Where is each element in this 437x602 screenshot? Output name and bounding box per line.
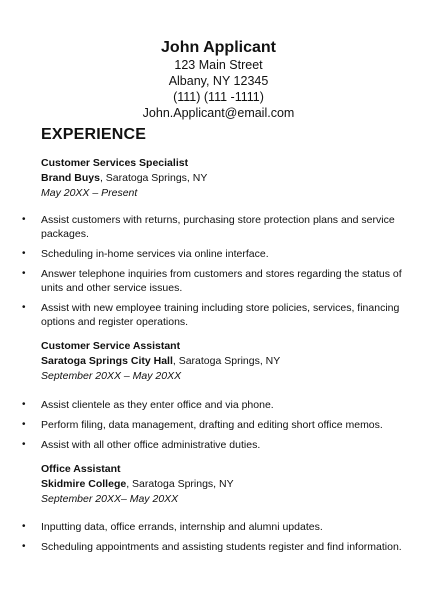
bullet-icon: • bbox=[22, 268, 26, 279]
job-dates: May 20XX – Present bbox=[41, 187, 138, 199]
job-duties-list bbox=[22, 398, 412, 458]
bullet-icon: • bbox=[22, 399, 26, 410]
list-item: • Assist with new employee training including store policies, services, financing options and register operations. bbox=[22, 302, 400, 328]
bullet-icon: • bbox=[22, 419, 26, 430]
job-employer-line bbox=[41, 477, 411, 492]
bullet-icon: • bbox=[22, 302, 26, 313]
phone-number: (111) (111 -1111) bbox=[173, 90, 264, 104]
street-address: 123 Main Street bbox=[174, 58, 263, 72]
job-duties-list bbox=[22, 213, 412, 335]
job-entry bbox=[41, 156, 411, 201]
job-employer-line bbox=[41, 354, 411, 369]
bullet-icon: • bbox=[22, 521, 26, 532]
list-item: • Scheduling appointments and assisting students register and find information. bbox=[22, 541, 402, 553]
employer-name: Saratoga Springs City Hall bbox=[41, 355, 173, 367]
list-item: • Answer telephone inquiries from customers and stores regarding the status of units and other service issues. bbox=[22, 268, 402, 294]
employer-name: Brand Buys bbox=[41, 172, 100, 184]
job-title: Office Assistant bbox=[41, 463, 121, 475]
job-employer-line bbox=[41, 171, 411, 186]
job-title: Customer Services Specialist bbox=[41, 157, 189, 169]
list-item: • Scheduling in-home services via online interface. bbox=[22, 248, 269, 260]
job-dates: September 20XX– May 20XX bbox=[41, 493, 179, 505]
resume-header bbox=[0, 38, 437, 121]
list-item: • Assist clientele as they enter office and via phone. bbox=[22, 399, 274, 411]
employer-location: , Saratoga Springs, NY bbox=[172, 355, 281, 367]
city-state-zip: Albany, NY 12345 bbox=[168, 74, 269, 88]
employer-location: , Saratoga Springs, NY bbox=[126, 478, 234, 490]
job-entry bbox=[41, 339, 411, 384]
bullet-icon: • bbox=[22, 439, 26, 450]
job-title: Customer Service Assistant bbox=[41, 340, 181, 352]
job-entry bbox=[41, 462, 411, 507]
job-dates: September 20XX – May 20XX bbox=[41, 370, 182, 382]
employer-name: Skidmire College bbox=[41, 478, 127, 490]
job-duties-list bbox=[22, 520, 412, 560]
list-item: • Perform filing, data management, drafting and editing short office memos. bbox=[22, 419, 383, 431]
employer-location: , Saratoga Springs, NY bbox=[99, 172, 208, 184]
list-item: • Assist customers with returns, purchasing store protection plans and service packages. bbox=[22, 214, 395, 240]
bullet-icon: • bbox=[22, 541, 26, 552]
email-address: John.Applicant@email.com bbox=[142, 106, 295, 120]
bullet-icon: • bbox=[22, 248, 26, 259]
applicant-name: John Applicant bbox=[161, 39, 276, 56]
list-item: • Assist with all other office administrative duties. bbox=[22, 439, 261, 451]
bullet-icon: • bbox=[22, 214, 26, 225]
experience-heading: EXPERIENCE bbox=[41, 126, 147, 143]
list-item: • Inputting data, office errands, internship and alumni updates. bbox=[22, 521, 323, 533]
